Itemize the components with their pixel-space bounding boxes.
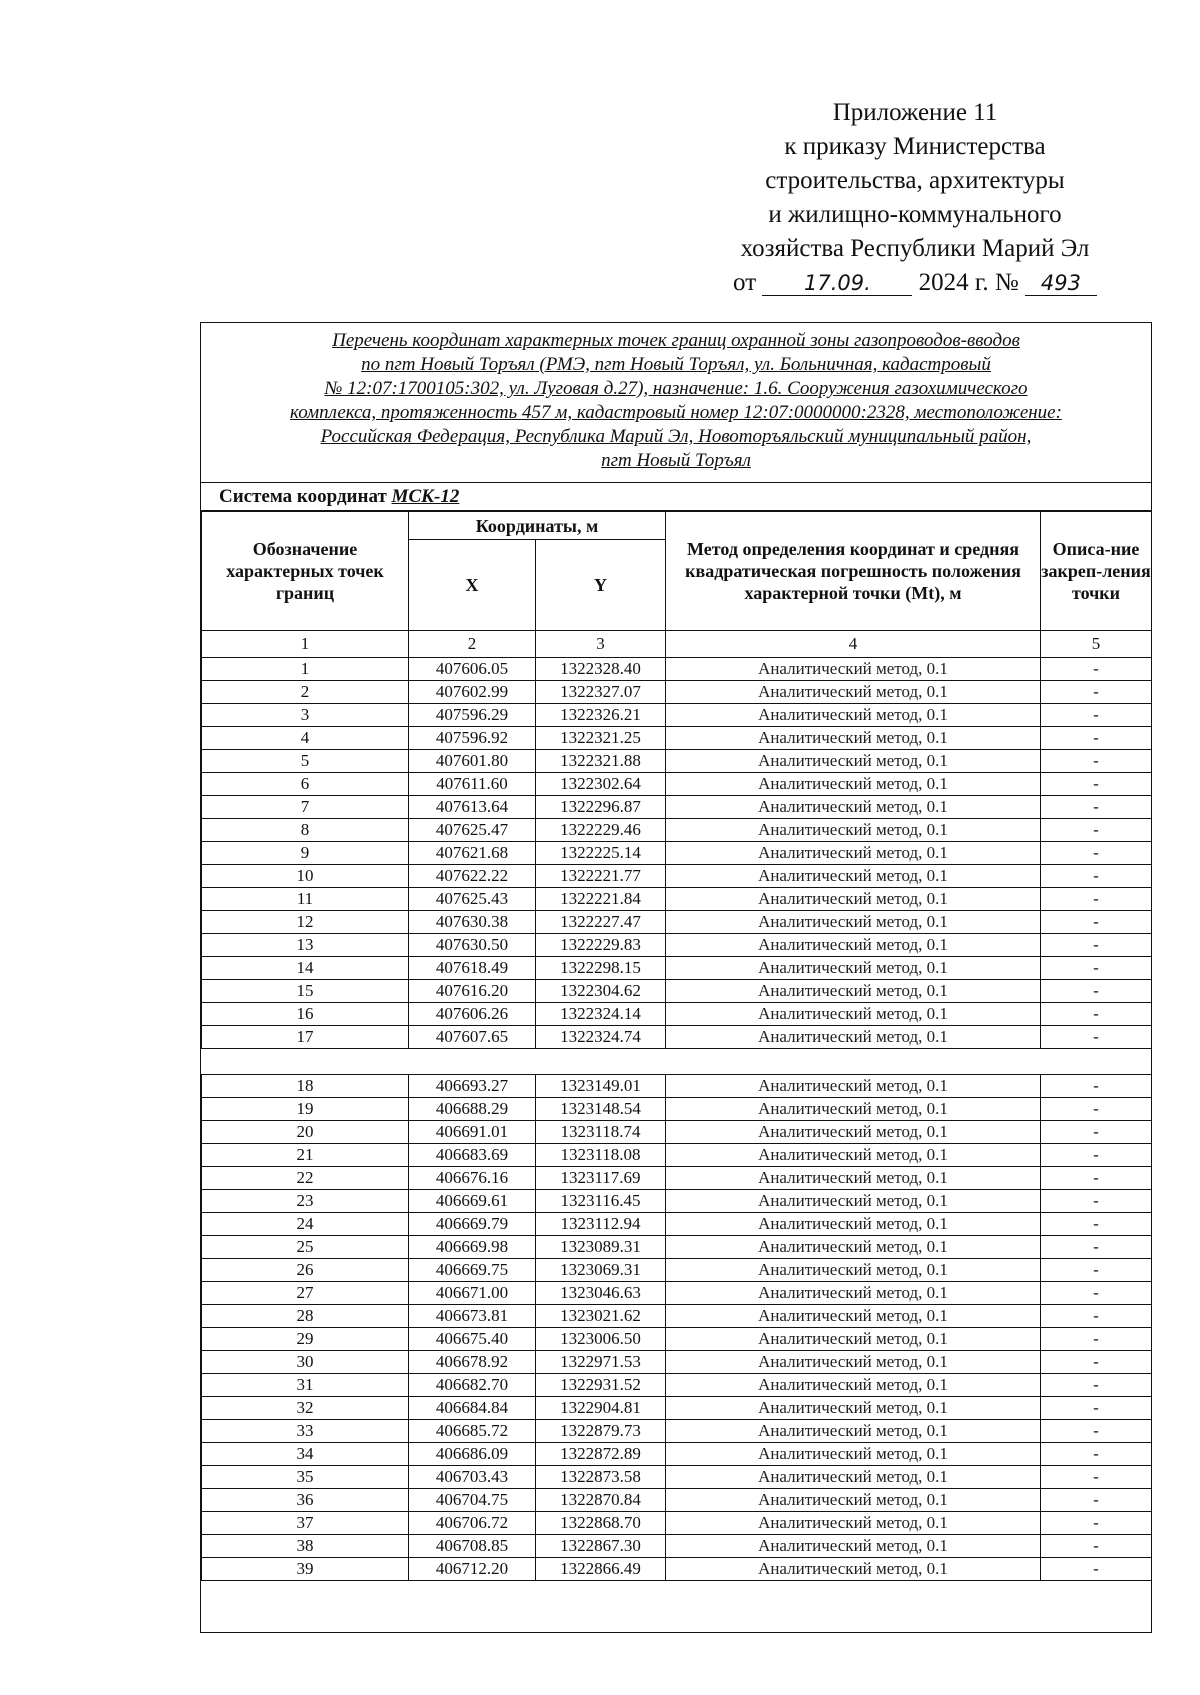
cell-method: Аналитический метод, 0.1	[666, 911, 1041, 934]
cell-point: 36	[202, 1489, 409, 1512]
cell-desc: -	[1041, 865, 1152, 888]
cell-x: 407625.47	[409, 819, 536, 842]
cell-method: Аналитический метод, 0.1	[666, 1167, 1041, 1190]
col-header-coords: Координаты, м	[409, 512, 666, 540]
cell-point: 4	[202, 727, 409, 750]
cell-x: 406706.72	[409, 1512, 536, 1535]
cell-x: 406688.29	[409, 1098, 536, 1121]
cell-desc: -	[1041, 1374, 1152, 1397]
cell-method: Аналитический метод, 0.1	[666, 1190, 1041, 1213]
cell-x: 407625.43	[409, 888, 536, 911]
cell-method: Аналитический метод, 0.1	[666, 1305, 1041, 1328]
cell-y: 1322321.25	[536, 727, 666, 750]
cell-method: Аналитический метод, 0.1	[666, 1374, 1041, 1397]
cell-method: Аналитический метод, 0.1	[666, 1328, 1041, 1351]
cell-x: 406704.75	[409, 1489, 536, 1512]
table-row	[202, 1466, 1152, 1489]
cell-method: Аналитический метод, 0.1	[666, 1397, 1041, 1420]
cell-method: Аналитический метод, 0.1	[666, 1351, 1041, 1374]
table-row	[202, 1259, 1152, 1282]
column-number-row	[202, 631, 1152, 658]
group2-rows	[202, 1075, 1152, 1581]
coordinates-table	[201, 511, 1152, 1581]
cell-method: Аналитический метод, 0.1	[666, 865, 1041, 888]
cell-y: 1322866.49	[536, 1558, 666, 1581]
table-row	[202, 1026, 1152, 1049]
year-text: 2024 г. №	[918, 269, 1019, 296]
table-row	[202, 1374, 1152, 1397]
cell-method: Аналитический метод, 0.1	[666, 1558, 1041, 1581]
table-row	[202, 1075, 1152, 1098]
cell-desc: -	[1041, 1213, 1152, 1236]
cell-y: 1322227.47	[536, 911, 666, 934]
cell-x: 406676.16	[409, 1167, 536, 1190]
cell-method: Аналитический метод, 0.1	[666, 1466, 1041, 1489]
cell-x: 406683.69	[409, 1144, 536, 1167]
cell-x: 407618.49	[409, 957, 536, 980]
cell-desc: -	[1041, 1351, 1152, 1374]
header-line: строительства, архитектуры	[765, 167, 1065, 194]
cell-method: Аналитический метод, 0.1	[666, 842, 1041, 865]
cell-desc: -	[1041, 1558, 1152, 1581]
cell-point: 22	[202, 1167, 409, 1190]
cell-method: Аналитический метод, 0.1	[666, 681, 1041, 704]
cell-point: 12	[202, 911, 409, 934]
cell-x: 406685.72	[409, 1420, 536, 1443]
cell-desc: -	[1041, 1328, 1152, 1351]
cell-method: Аналитический метод, 0.1	[666, 957, 1041, 980]
cell-point: 17	[202, 1026, 409, 1049]
group1-rows	[202, 658, 1152, 1049]
title-line: Российская Федерация, Республика Марий Эл, Новоторъяльский муниципальный район,	[320, 426, 1032, 447]
cell-desc: -	[1041, 727, 1152, 750]
cell-y: 1323148.54	[536, 1098, 666, 1121]
cell-desc: -	[1041, 911, 1152, 934]
cell-point: 1	[202, 658, 409, 681]
cell-y: 1322870.84	[536, 1489, 666, 1512]
cell-method: Аналитический метод, 0.1	[666, 750, 1041, 773]
cell-method: Аналитический метод, 0.1	[666, 819, 1041, 842]
cell-desc: -	[1041, 1466, 1152, 1489]
cell-x: 406671.00	[409, 1282, 536, 1305]
cell-x: 407606.05	[409, 658, 536, 681]
cell-desc: -	[1041, 1098, 1152, 1121]
table-title	[201, 323, 1151, 483]
coordinates-table-frame	[200, 322, 1152, 1633]
col-header-desc: Описа-ние закреп-ления точки	[1041, 512, 1152, 631]
column-number: 5	[1041, 631, 1152, 658]
cell-x: 407622.22	[409, 865, 536, 888]
cell-x: 406686.09	[409, 1443, 536, 1466]
cell-method: Аналитический метод, 0.1	[666, 980, 1041, 1003]
cell-point: 10	[202, 865, 409, 888]
cell-point: 26	[202, 1259, 409, 1282]
table-row	[202, 727, 1152, 750]
table-row	[202, 658, 1152, 681]
cell-y: 1323117.69	[536, 1167, 666, 1190]
title-line: по пгт Новый Торъял (РМЭ, пгт Новый Торъял, ул. Больничная, кадастровый	[361, 354, 991, 375]
table-row	[202, 1535, 1152, 1558]
cell-point: 11	[202, 888, 409, 911]
cell-y: 1322229.83	[536, 934, 666, 957]
cell-x: 407611.60	[409, 773, 536, 796]
cell-method: Аналитический метод, 0.1	[666, 1443, 1041, 1466]
cell-method: Аналитический метод, 0.1	[666, 796, 1041, 819]
cell-point: 19	[202, 1098, 409, 1121]
cell-point: 15	[202, 980, 409, 1003]
table-row	[202, 1328, 1152, 1351]
cell-y: 1322229.46	[536, 819, 666, 842]
cell-desc: -	[1041, 1282, 1152, 1305]
cell-point: 21	[202, 1144, 409, 1167]
cell-desc: -	[1041, 1535, 1152, 1558]
cell-method: Аналитический метод, 0.1	[666, 1075, 1041, 1098]
cell-desc: -	[1041, 1397, 1152, 1420]
title-line: пгт Новый Торъял	[601, 450, 751, 471]
appendix-header	[700, 96, 1130, 300]
table-row	[202, 1397, 1152, 1420]
cell-y: 1322324.74	[536, 1026, 666, 1049]
cell-point: 27	[202, 1282, 409, 1305]
cell-y: 1322873.58	[536, 1466, 666, 1489]
cell-point: 31	[202, 1374, 409, 1397]
col-header-method: Метод определения координат и средняя квадратическая погрешность положения характерной точки (Mt), м	[666, 512, 1041, 631]
cell-x: 407621.68	[409, 842, 536, 865]
table-row	[202, 681, 1152, 704]
table-row	[202, 750, 1152, 773]
table-row	[202, 1351, 1152, 1374]
cell-x: 407616.20	[409, 980, 536, 1003]
cell-desc: -	[1041, 1026, 1152, 1049]
cell-method: Аналитический метод, 0.1	[666, 1026, 1041, 1049]
cell-x: 406673.81	[409, 1305, 536, 1328]
cell-x: 406675.40	[409, 1328, 536, 1351]
cell-x: 406669.79	[409, 1213, 536, 1236]
cell-y: 1322298.15	[536, 957, 666, 980]
cell-y: 1323118.74	[536, 1121, 666, 1144]
cell-point: 34	[202, 1443, 409, 1466]
separator-row	[202, 1049, 1152, 1075]
cell-desc: -	[1041, 681, 1152, 704]
column-number: 1	[202, 631, 409, 658]
cell-desc: -	[1041, 888, 1152, 911]
cell-point: 6	[202, 773, 409, 796]
cell-method: Аналитический метод, 0.1	[666, 658, 1041, 681]
cell-y: 1322302.64	[536, 773, 666, 796]
table-row	[202, 1236, 1152, 1259]
cell-y: 1322221.84	[536, 888, 666, 911]
title-line: № 12:07:1700105:302, ул. Луговая д.27), назначение: 1.6. Сооружения газохимического	[324, 378, 1028, 399]
cell-y: 1322971.53	[536, 1351, 666, 1374]
cell-y: 1322296.87	[536, 796, 666, 819]
cell-desc: -	[1041, 658, 1152, 681]
cell-method: Аналитический метод, 0.1	[666, 773, 1041, 796]
cell-point: 9	[202, 842, 409, 865]
cell-y: 1322304.62	[536, 980, 666, 1003]
cell-method: Аналитический метод, 0.1	[666, 1003, 1041, 1026]
col-header-point: Обозначение характерных точек границ	[202, 512, 409, 631]
table-row	[202, 1098, 1152, 1121]
cell-desc: -	[1041, 1420, 1152, 1443]
cell-desc: -	[1041, 704, 1152, 727]
column-number: 3	[536, 631, 666, 658]
cell-x: 406691.01	[409, 1121, 536, 1144]
order-date-line	[700, 266, 1130, 300]
cell-x: 406669.61	[409, 1190, 536, 1213]
cell-point: 14	[202, 957, 409, 980]
cell-x: 406684.84	[409, 1397, 536, 1420]
table-row	[202, 1443, 1152, 1466]
crs-label: Система координат	[219, 486, 387, 507]
table-row	[202, 980, 1152, 1003]
column-number: 4	[666, 631, 1041, 658]
cell-method: Аналитический метод, 0.1	[666, 1420, 1041, 1443]
table-row	[202, 911, 1152, 934]
cell-desc: -	[1041, 957, 1152, 980]
table-row	[202, 1489, 1152, 1512]
cell-y: 1323006.50	[536, 1328, 666, 1351]
header-line: и жилищно-коммунального	[768, 201, 1062, 228]
cell-x: 406693.27	[409, 1075, 536, 1098]
cell-y: 1323112.94	[536, 1213, 666, 1236]
cell-point: 38	[202, 1535, 409, 1558]
cell-desc: -	[1041, 750, 1152, 773]
cell-desc: -	[1041, 796, 1152, 819]
cell-point: 29	[202, 1328, 409, 1351]
cell-point: 25	[202, 1236, 409, 1259]
cell-desc: -	[1041, 1512, 1152, 1535]
cell-desc: -	[1041, 1075, 1152, 1098]
cell-point: 7	[202, 796, 409, 819]
cell-x: 407630.50	[409, 934, 536, 957]
cell-x: 407606.26	[409, 1003, 536, 1026]
cell-point: 24	[202, 1213, 409, 1236]
cell-y: 1322324.14	[536, 1003, 666, 1026]
cell-point: 33	[202, 1420, 409, 1443]
cell-method: Аналитический метод, 0.1	[666, 934, 1041, 957]
cell-point: 20	[202, 1121, 409, 1144]
header-line: хозяйства Республики Марий Эл	[740, 235, 1090, 262]
cell-y: 1322321.88	[536, 750, 666, 773]
cell-point: 2	[202, 681, 409, 704]
cell-x: 406712.20	[409, 1558, 536, 1581]
cell-point: 13	[202, 934, 409, 957]
table-row	[202, 819, 1152, 842]
table-row	[202, 1512, 1152, 1535]
coordinate-system	[201, 483, 1151, 511]
cell-y: 1323118.08	[536, 1144, 666, 1167]
col-header-y: Y	[536, 540, 666, 631]
cell-y: 1323089.31	[536, 1236, 666, 1259]
cell-desc: -	[1041, 1305, 1152, 1328]
cell-method: Аналитический метод, 0.1	[666, 1535, 1041, 1558]
cell-y: 1322328.40	[536, 658, 666, 681]
cell-method: Аналитический метод, 0.1	[666, 1259, 1041, 1282]
header-line: Приложение 11	[832, 99, 998, 126]
cell-method: Аналитический метод, 0.1	[666, 704, 1041, 727]
cell-point: 16	[202, 1003, 409, 1026]
cell-x: 406669.75	[409, 1259, 536, 1282]
cell-method: Аналитический метод, 0.1	[666, 1236, 1041, 1259]
cell-method: Аналитический метод, 0.1	[666, 727, 1041, 750]
cell-desc: -	[1041, 1121, 1152, 1144]
table-row	[202, 957, 1152, 980]
cell-point: 23	[202, 1190, 409, 1213]
cell-y: 1322904.81	[536, 1397, 666, 1420]
cell-desc: -	[1041, 1003, 1152, 1026]
cell-method: Аналитический метод, 0.1	[666, 1282, 1041, 1305]
cell-y: 1323116.45	[536, 1190, 666, 1213]
cell-method: Аналитический метод, 0.1	[666, 888, 1041, 911]
cell-y: 1322872.89	[536, 1443, 666, 1466]
cell-point: 30	[202, 1351, 409, 1374]
table-row	[202, 1282, 1152, 1305]
cell-method: Аналитический метод, 0.1	[666, 1489, 1041, 1512]
table-row	[202, 1213, 1152, 1236]
table-row	[202, 934, 1152, 957]
date-prefix: от	[733, 269, 757, 296]
cell-y: 1322327.07	[536, 681, 666, 704]
cell-desc: -	[1041, 1144, 1152, 1167]
cell-y: 1322868.70	[536, 1512, 666, 1535]
cell-method: Аналитический метод, 0.1	[666, 1098, 1041, 1121]
cell-x: 406669.98	[409, 1236, 536, 1259]
table-row	[202, 773, 1152, 796]
table-row	[202, 865, 1152, 888]
cell-y: 1323021.62	[536, 1305, 666, 1328]
cell-x: 407602.99	[409, 681, 536, 704]
header-line: к приказу Министерства	[784, 133, 1046, 160]
cell-x: 407607.65	[409, 1026, 536, 1049]
cell-point: 39	[202, 1558, 409, 1581]
title-line: Перечень координат характерных точек границ охранной зоны газопроводов-вводов	[332, 330, 1020, 351]
table-row	[202, 1167, 1152, 1190]
cell-x: 406678.92	[409, 1351, 536, 1374]
cell-desc: -	[1041, 934, 1152, 957]
cell-point: 18	[202, 1075, 409, 1098]
cell-point: 5	[202, 750, 409, 773]
cell-point: 37	[202, 1512, 409, 1535]
cell-desc: -	[1041, 819, 1152, 842]
cell-desc: -	[1041, 1259, 1152, 1282]
table-row	[202, 842, 1152, 865]
order-date-handwritten: 17.09.	[762, 271, 912, 296]
cell-desc: -	[1041, 1167, 1152, 1190]
column-number: 2	[409, 631, 536, 658]
cell-desc: -	[1041, 1489, 1152, 1512]
cell-x: 407601.80	[409, 750, 536, 773]
cell-desc: -	[1041, 1190, 1152, 1213]
cell-desc: -	[1041, 842, 1152, 865]
title-line: комплекса, протяженность 457 м, кадастровый номер 12:07:0000000:2328, местоположение:	[290, 402, 1062, 423]
cell-y: 1322867.30	[536, 1535, 666, 1558]
cell-method: Аналитический метод, 0.1	[666, 1213, 1041, 1236]
table-row	[202, 796, 1152, 819]
table-row	[202, 1558, 1152, 1581]
cell-x: 407613.64	[409, 796, 536, 819]
cell-point: 32	[202, 1397, 409, 1420]
col-header-x: X	[409, 540, 536, 631]
cell-desc: -	[1041, 773, 1152, 796]
order-number-handwritten: 493	[1025, 271, 1097, 296]
cell-desc: -	[1041, 1443, 1152, 1466]
cell-y: 1322879.73	[536, 1420, 666, 1443]
crs-value: МСК-12	[391, 486, 460, 507]
cell-x: 406708.85	[409, 1535, 536, 1558]
group-separator	[202, 1049, 1152, 1075]
cell-point: 8	[202, 819, 409, 842]
cell-x: 406682.70	[409, 1374, 536, 1397]
table-row	[202, 1121, 1152, 1144]
table-row	[202, 1305, 1152, 1328]
table-row	[202, 704, 1152, 727]
table-row	[202, 1420, 1152, 1443]
cell-method: Аналитический метод, 0.1	[666, 1144, 1041, 1167]
cell-y: 1322221.77	[536, 865, 666, 888]
table-row	[202, 888, 1152, 911]
cell-method: Аналитический метод, 0.1	[666, 1512, 1041, 1535]
cell-method: Аналитический метод, 0.1	[666, 1121, 1041, 1144]
cell-x: 407596.92	[409, 727, 536, 750]
cell-y: 1323069.31	[536, 1259, 666, 1282]
table-row	[202, 1190, 1152, 1213]
table-row	[202, 1003, 1152, 1026]
cell-x: 407630.38	[409, 911, 536, 934]
cell-point: 3	[202, 704, 409, 727]
cell-x: 407596.29	[409, 704, 536, 727]
cell-desc: -	[1041, 980, 1152, 1003]
table-row	[202, 1144, 1152, 1167]
cell-y: 1322931.52	[536, 1374, 666, 1397]
cell-point: 28	[202, 1305, 409, 1328]
cell-y: 1322326.21	[536, 704, 666, 727]
cell-point: 35	[202, 1466, 409, 1489]
cell-x: 406703.43	[409, 1466, 536, 1489]
cell-y: 1323149.01	[536, 1075, 666, 1098]
cell-y: 1322225.14	[536, 842, 666, 865]
cell-desc: -	[1041, 1236, 1152, 1259]
cell-y: 1323046.63	[536, 1282, 666, 1305]
